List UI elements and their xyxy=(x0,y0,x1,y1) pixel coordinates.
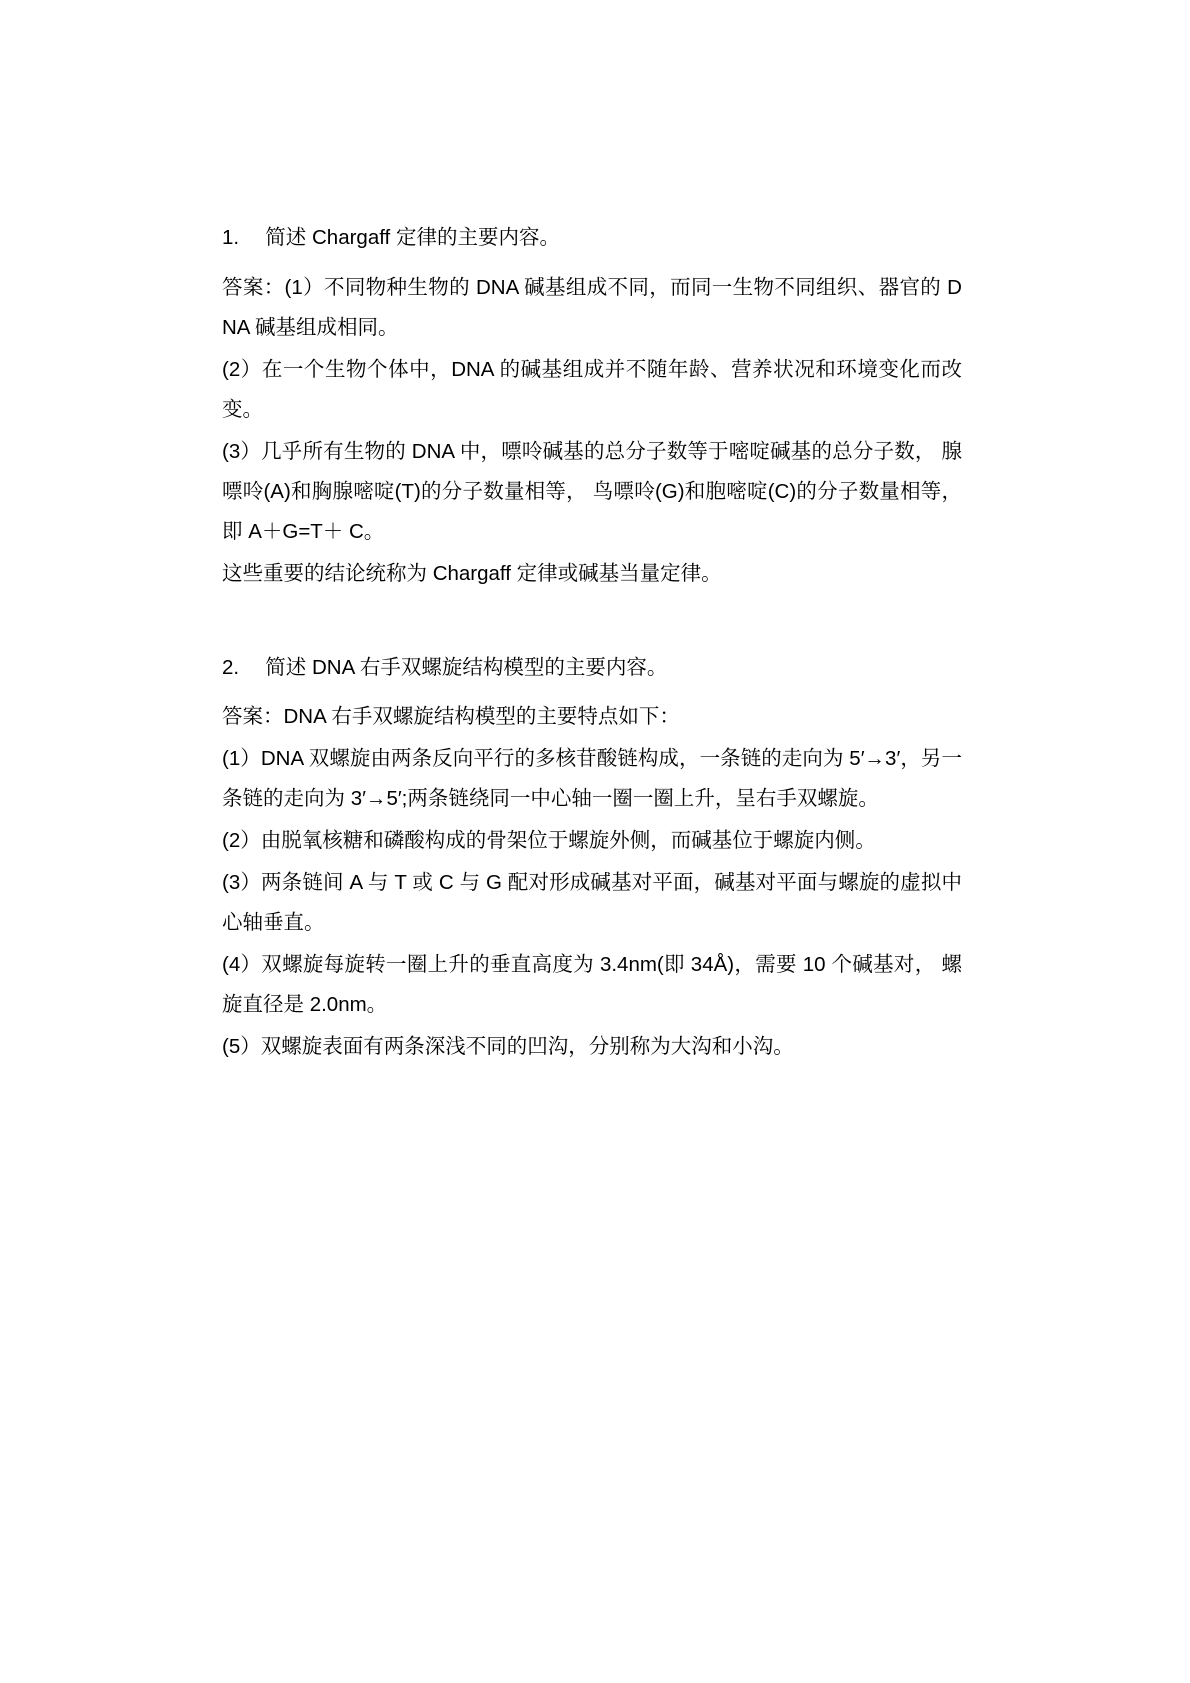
question-block-2 xyxy=(222,652,962,1067)
document-body xyxy=(222,222,962,1067)
question-1-answer-conclusion: 这些重要的结论统称为 Chargaff 定律或碱基当量定律。 xyxy=(222,561,722,585)
question-block-1 xyxy=(222,222,962,594)
question-2-answer-intro: 答案：DNA 右手双螺旋结构模型的主要特点如下： xyxy=(222,705,680,729)
question-2-answer-part-3: (3）两条链间 A 与 T 或 C 与 G 配对形成碱基对平面，碱基对平面与螺旋的虚拟中心轴垂直。 xyxy=(222,871,962,935)
section-gap xyxy=(222,594,962,652)
question-1-answer-part-2: (2）在一个生物个体中，DNA 的碱基组成并不随年龄、营养状况和环境变化而改变。 xyxy=(222,357,962,421)
question-2-answer-part-5: (5）双螺旋表面有两条深浅不同的凹沟，分别称为大沟和小沟。 xyxy=(222,1035,794,1059)
question-2-answer-part-1: (1）DNA 双螺旋由两条反向平行的多核苷酸链构成，一条链的走向为 5′→3′，另一条链的走向为 3′→5′;两条链绕同一中心轴一圈一圈上升，呈右手双螺旋。 xyxy=(222,747,962,811)
question-1-answer-part-1: 答案：(1）不同物种生物的 DNA 碱基组成不同，而同一生物不同组织、器官的 DNA 碱基组成相同。 xyxy=(222,275,962,339)
question-2-title: 2. 简述 DNA 右手双螺旋结构模型的主要内容。 xyxy=(222,655,668,679)
question-2-answer-part-4: (4）双螺旋每旋转一圈上升的垂直高度为 3.4nm(即 34Å)，需要 10 个碱基对， 螺旋直径是 2.0nm。 xyxy=(222,953,962,1017)
question-1-answer-part-3: (3）几乎所有生物的 DNA 中，嘌呤碱基的总分子数等于嘧啶碱基的总分子数， 腺嘌呤(A)和胸腺嘧啶(T)的分子数量相等， 鸟嘌呤(G)和胞嘧啶(C)的分子数量相等， 即 A＋G=T＋ C。 xyxy=(222,439,962,543)
question-2-answer-part-2: (2）由脱氧核糖和磷酸构成的骨架位于螺旋外侧，而碱基位于螺旋内侧。 xyxy=(222,829,876,853)
question-1-title: 1. 简述 Chargaff 定律的主要内容。 xyxy=(222,226,560,249)
